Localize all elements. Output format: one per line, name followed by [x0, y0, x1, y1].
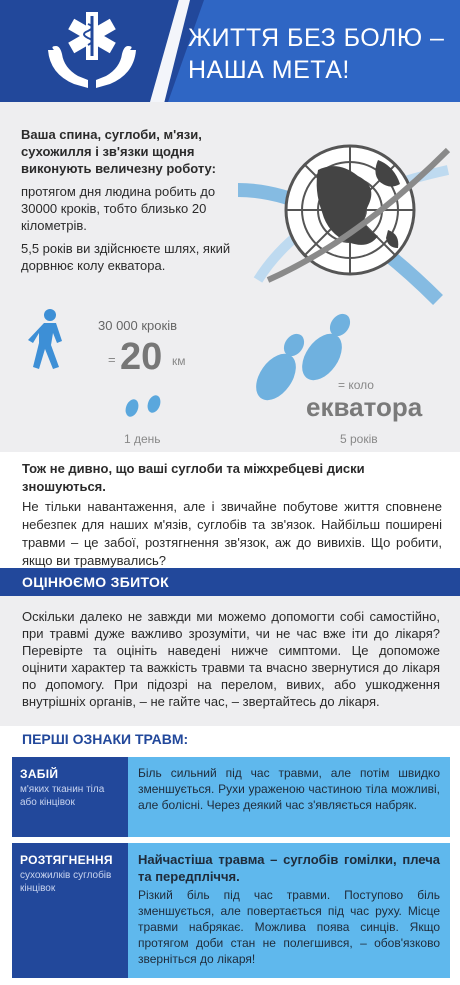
injury-desc-strong: Найчастіша травма – суглобів гомілки, плеча та передпліччя.	[138, 852, 440, 884]
stat-steps: 30 000 кроків	[98, 318, 178, 333]
wear-lead: Тож не дивно, що ваші суглоби та міжхребцеві диски зношуються.	[22, 461, 365, 494]
injury-sub: сухожилків суглобів кінцівок	[20, 870, 112, 894]
intro-panel	[0, 102, 460, 452]
injury-row-bruise	[12, 757, 450, 837]
wear-body: Не тільки навантаження, але і звичайне побутове життя сповнене небезпек для наших м'язів, суглобів та зв'язок. Найбільш поширені травми – це забої, розтягнення зв'язок, аж до вивихів. Що робити, якщо ви травмувались?	[22, 499, 442, 568]
assess-heading: ОЦІНЮЄМО ЗБИТОК	[22, 574, 169, 590]
globe-icon	[238, 130, 460, 305]
injury-desc-text: Різкий біль під час травми. Поступово біль зменшується, але повертається під час руху. Місце травми набрякає. Можлива поява синців. Якщо протягом доби стан не полегшився, – обов'язково зверніться до лікаря!	[138, 888, 440, 966]
assess-panel	[0, 596, 460, 726]
assess-heading-bar	[0, 568, 460, 596]
stat-km-value: 20	[120, 336, 163, 378]
intro-text	[21, 126, 231, 280]
label-one-day: 1 день	[124, 432, 161, 446]
stat-km-unit: км	[172, 354, 186, 368]
injury-name: ЗАБІЙ	[20, 767, 59, 781]
signs-heading: ПЕРШІ ОЗНАКИ ТРАВМ:	[22, 731, 189, 747]
injury-description	[128, 843, 450, 978]
wear-section	[22, 460, 442, 570]
page-title	[188, 22, 448, 86]
injury-row-sprain	[12, 843, 450, 978]
walking-person-icon	[22, 308, 74, 372]
injury-description	[128, 757, 450, 837]
injury-name: РОЗТЯГНЕННЯ	[20, 853, 113, 867]
intro-para-1: протягом дня людина робить до 30000 кроків, тобто близько 20 кілометрів.	[21, 184, 216, 233]
title-line-1: ЖИТТЯ БЕЗ БОЛЮ –	[188, 24, 445, 52]
stat-equals: =	[108, 352, 116, 367]
intro-lead: Ваша спина, суглоби, м'язи, сухожилля і зв'язки щодня виконують величезну роботу:	[21, 127, 216, 176]
label-five-years: 5 років	[340, 432, 378, 446]
label-equator-prefix: = коло	[338, 378, 374, 392]
injury-desc-text: Біль сильний під час травми, але потім швидко зменшується. Рухи ураженою частиною тіла можливі, але болісні. Через деякий час з'являється набряк.	[138, 766, 440, 812]
injury-label	[12, 843, 128, 978]
label-equator: екватора	[306, 392, 423, 422]
assess-body: Оскільки далеко не завжди ми можемо допомогти собі самостійно, при травмі дуже важливо зрозуміти, чи не час вже іти до лікаря? Перевірте та оцініть наведені нижче симптоми. Це допоможе оцінити характер та важкість травми та вчасно звернутися до лікаря по допомогу. При підозрі на перелом, вивих, або ушкодження внутрішніх органів, – не гайте час, – звертайтесь до лікаря.	[22, 609, 440, 709]
footprints-small-icon	[122, 388, 170, 418]
medical-hands-logo-icon	[44, 6, 140, 96]
injury-label	[12, 757, 128, 837]
intro-para-2: 5,5 років ви здійснюєте шлях, який дорвнює колу екватора.	[21, 241, 231, 273]
title-line-2: НАША МЕТА!	[188, 56, 350, 84]
injury-sub: м'яких тканин тіла або кінцівок	[20, 784, 105, 808]
header-banner	[0, 0, 460, 102]
